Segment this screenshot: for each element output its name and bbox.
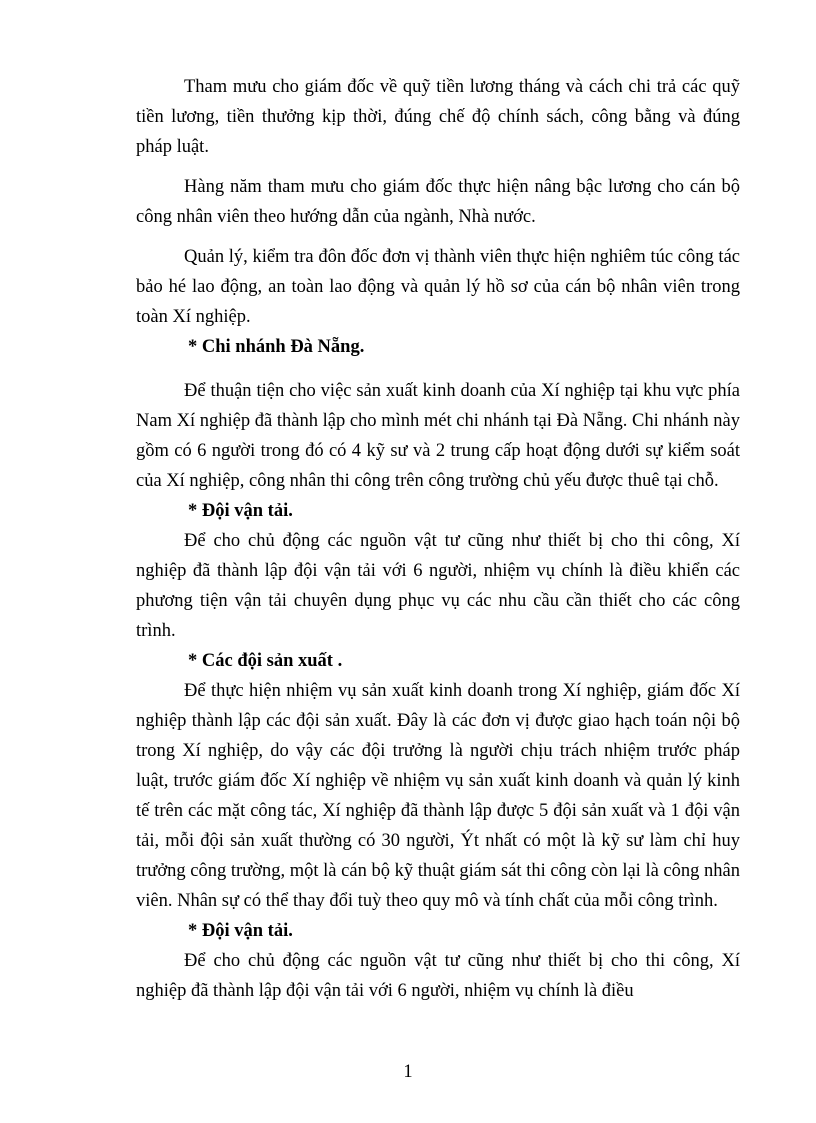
heading-da-nang-branch: * Chi nhánh Đà Nẵng. (188, 337, 365, 357)
heading-production-teams: * Các đội sản xuất . (188, 651, 343, 671)
paragraph-transport-team: Để cho chủ động các nguồn vật tư cũng như thiết bị cho thi công, Xí nghiệp đã thành lập đội vận tải với 6 người, nhiệm vụ chính là điều khiển các phương tiện vận tải chuyên dụng phục vụ các nhu cầu cần thiết cho các công trình. (136, 531, 740, 641)
page-number: 1 (403, 1062, 413, 1082)
paragraph-salary-fund: Tham mưu cho giám đốc về quỹ tiền lương tháng và cách chi trả các quỹ tiền lương, tiền thưởng kịp thời, đúng chế độ chính sách, công bằng và đúng pháp luật. (136, 77, 740, 157)
paragraph-da-nang-branch: Để thuận tiện cho việc sản xuất kinh doanh của Xí nghiệp tại khu vực phía Nam Xí nghiệp đã thành lập cho mình mét chi nhánh tại Đà Nẵng. Chi nhánh này gồm có 6 người trong đó có 4 kỹ sư và 2 trung cấp hoạt động dưới sự kiểm soát của Xí nghiệp, công nhân thi công trên công trường chủ yếu được thuê tại chỗ. (136, 381, 740, 491)
document-body (136, 72, 740, 1006)
paragraph-labor-safety: Quản lý, kiểm tra đôn đốc đơn vị thành viên thực hiện nghiêm túc công tác bảo hé lao động, an toàn lao động và quản lý hồ sơ của cán bộ nhân viên trong toàn Xí nghiệp. (136, 247, 740, 327)
heading-transport-team-repeat: * Đội vận tải. (188, 921, 293, 941)
paragraph-transport-team-repeat: Để cho chủ động các nguồn vật tư cũng như thiết bị cho thi công, Xí nghiệp đã thành lập đội vận tải với 6 người, nhiệm vụ chính là điều (136, 951, 740, 1001)
paragraph-salary-raise: Hàng năm tham mưu cho giám đốc thực hiện nâng bậc lương cho cán bộ công nhân viên theo hướng dẫn của ngành, Nhà nước. (136, 177, 740, 227)
paragraph-production-teams: Để thực hiện nhiệm vụ sản xuất kinh doanh trong Xí nghiệp, giám đốc Xí nghiệp thành lập các đội sản xuất. Đây là các đơn vị được giao hạch toán nội bộ trong Xí nghiệp, do vậy các đội trưởng là người chịu trách nhiệm trước pháp luật, trước giám đốc Xí nghiệp về nhiệm vụ sản xuất kinh doanh và quản lý kinh tế trên các mặt công tác, Xí nghiệp đã thành lập được 5 đội sản xuất và 1 đội vận tải, mỗi đội sản xuất thường có 30 người, Ýt nhất có một là kỹ sư làm chỉ huy trưởng công trường, một là cán bộ kỹ thuật giám sát thi công còn lại là công nhân viên. Nhân sự có thể thay đổi tuỳ theo quy mô và tính chất của mỗi công trình. (136, 681, 740, 911)
heading-transport-team: * Đội vận tải. (188, 501, 293, 521)
